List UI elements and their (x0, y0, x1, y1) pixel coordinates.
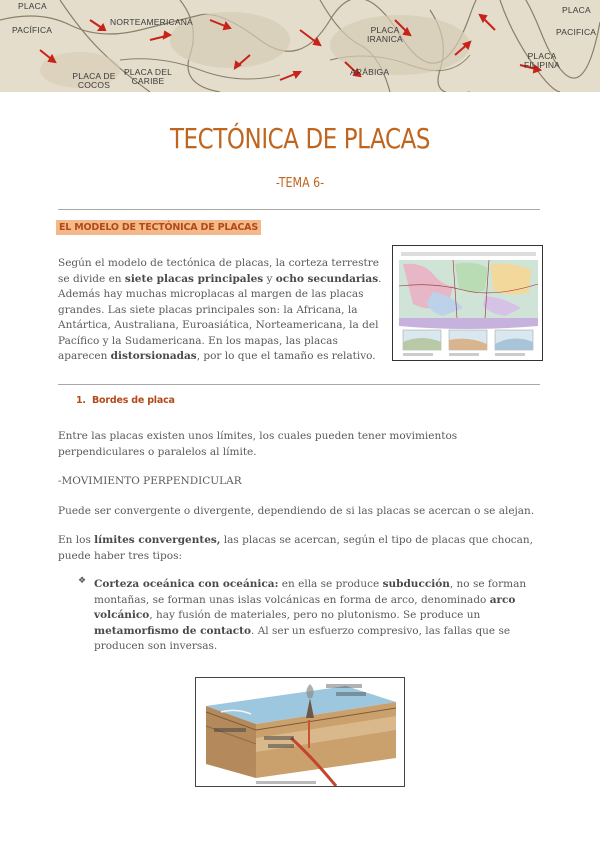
bullet-text-4: . Al ser un esfuerzo compresivo, las fallas que se producen son inversas. (94, 624, 511, 652)
bullet-bold-corteza: Corteza oceánica con oceánica: (94, 578, 279, 590)
paragraph-convergente-divergente: Puede ser convergente o divergente, dependiendo de si las placas se acercan o se alejan. (58, 505, 535, 517)
map-label-norteamericana: NORTEAMERICANA (110, 17, 193, 27)
subduction-diagram-image (196, 678, 405, 787)
bullet-text-2: , no se forman montañas, se forman unas islas volcánicas en forma de arco, denominado (94, 578, 527, 606)
p4-text-1: En los (58, 534, 95, 546)
subduction-diagram-figure (195, 677, 405, 787)
map-label-placa-left: PLACA (18, 1, 47, 11)
map-label-arabiga: ARÁBIGA (350, 67, 390, 77)
intro-text-1: Según el modelo de tectónica de placas, la corteza terrestre se divide en (58, 257, 379, 285)
section-heading: EL MODELO DE TECTÓNICA DE PLACAS (56, 220, 261, 235)
divider-middle (58, 384, 540, 385)
list-heading-bordes (76, 395, 175, 406)
intro-text-4: , por lo que el tamaño es relativo. (196, 350, 376, 362)
map-label-caribe: PLACA DEL CARIBE (123, 67, 173, 86)
bullet-text-1: en ella se produce (278, 578, 383, 590)
intro-paragraph (58, 256, 385, 365)
divider-top (58, 209, 540, 210)
map-label-placa-right: PLACA (562, 5, 591, 15)
p4-bold-limites-convergentes: límites convergentes, (94, 534, 221, 546)
bullet-oceanica-oceanica (94, 577, 542, 655)
plates-world-map-figure (392, 245, 543, 361)
paragraph-limites: Entre las placas existen unos límites, los cuales pueden tener movimientos perpendiculares o paralelos al límite. (58, 430, 458, 458)
list-heading-text: Bordes de placa (92, 395, 175, 406)
map-label-filipina: PLACA FILIPINA (523, 51, 561, 70)
p4-text-2: las placas se acercan, según el tipo de placas que chocan, puede haber tres tipos: (58, 534, 534, 562)
list-number: 1. (76, 395, 86, 406)
intro-bold-ocho-secundarias: ocho secundarias (275, 272, 379, 285)
page-title: TECTÓNICA DE PLACAS (169, 122, 431, 155)
bullet-text-3: , hay fusión de materiales, pero no plutonismo. Se produce un (149, 609, 481, 621)
bullet-bold-arco-volcanico: arco volcánico (94, 593, 516, 621)
intro-text-2: y (263, 272, 276, 285)
bullet-bold-subduccion: subducción (382, 578, 450, 590)
plates-map-image (393, 246, 543, 361)
intro-text-3: . Además hay muchas microplacas al margen de las placas grandes. Las siete placas principales son: la Africana, la Antártica, Australiana, Euroasiática, Norteamericana, la del Pacífico y la Sudamericana. En los mapas, las placas aparecen (58, 272, 382, 362)
map-label-cocos: PLACA DE COCOS (72, 71, 116, 90)
map-label-iranica: PLACA IRANICA (367, 25, 403, 44)
paragraph-movimiento-heading: -MOVIMIENTO PERPENDICULAR (58, 475, 242, 487)
header-map-banner (0, 0, 600, 92)
page-subtitle: -TEMA 6- (275, 176, 325, 191)
intro-bold-siete-placas: siete placas principales (124, 272, 264, 285)
intro-bold-distorsionadas: distorsionadas (110, 350, 197, 362)
bullet-bold-metamorfismo: metamorfismo de contacto (94, 624, 252, 637)
paragraph-limites-convergentes (58, 533, 544, 564)
map-label-pacifica-right: PACIFICA (556, 27, 597, 37)
diamond-bullet-icon: ❖ (78, 576, 87, 586)
map-label-pacifica-left: PACÍFICA (12, 25, 53, 35)
